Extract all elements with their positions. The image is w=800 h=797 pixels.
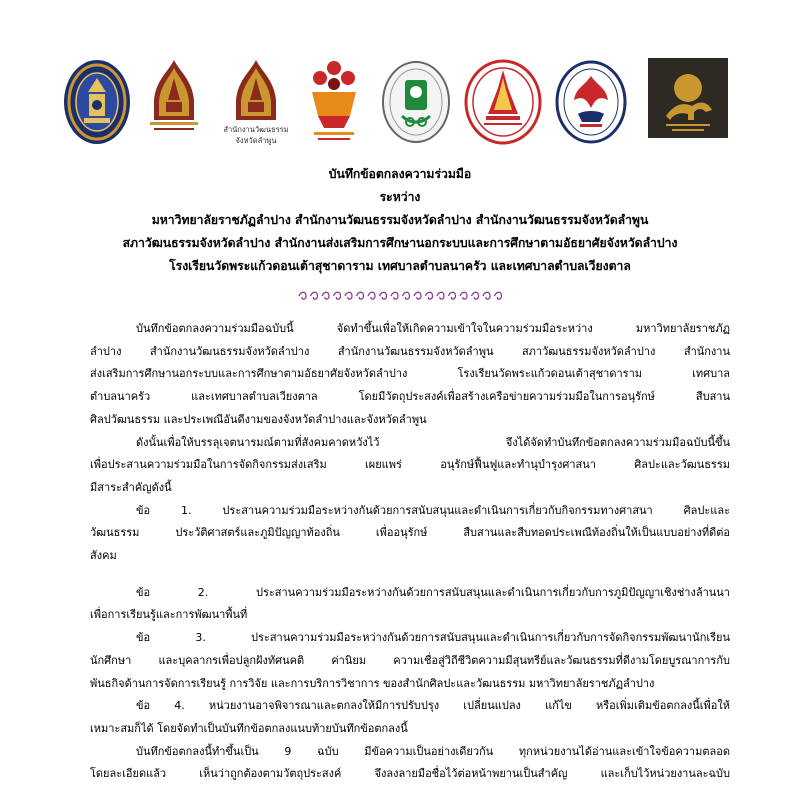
body-line: เพื่อการเรียนรู้และการพัฒนาพื้นที่ xyxy=(90,608,248,622)
body-line: ศิลปวัฒนธรรม และประเพณีอันดีงามของจังหวัดลำปางและจังหวัดลำพูน xyxy=(90,412,427,426)
wiang-tan-municipality-emblem xyxy=(648,58,728,138)
ornament-swirl xyxy=(403,292,410,299)
body-line: ข้อ 1. ประสานความร่วมมือระหว่างกันด้วยการสนับสนุนและดำเนินการเกี่ยวกับกิจกรรมทางศาสนา ศิลปะและ xyxy=(136,503,730,517)
document-party-line: โรงเรียนวัดพระแก้วดอนเต้าสุชาดาราม เทศบาลตำบลนาครัว และเทศบาลตำบลเวียงตาล xyxy=(169,259,631,273)
body-line: วัฒนธรรม ประวัติศาสตร์และภูมิปัญญาท้องถิ่น เพื่ออนุรักษ์ สืบสานและสืบทอดประเพณีท้องถิ่นให้เป็นแบบอย่างที่ดีต่อ xyxy=(90,526,730,540)
ornament-swirl xyxy=(368,292,375,299)
body-line: นักศึกษา และบุคลากรเพื่อปลูกฝังทัศนคติ ค่านิยม ความเชื่อสู่วิถีชีวิตความมีสุนทรีย์และวัฒนธรรมที่ดีงามโดยบูรณาการกับ xyxy=(90,653,730,667)
body-line: พันธกิจด้านการจัดการเรียนรู้ การวิจัย และการบริการวิชาการ ของสำนักศิลปะและวัฒนธรรม มหาวิทยาลัยราชภัฏลำปาง xyxy=(90,676,655,690)
body-line: ข้อ 3. ประสานความร่วมมือระหว่างกันด้วยการสนับสนุนและดำเนินการเกี่ยวกับการจัดกิจกรรมพัฒนานักเรียน xyxy=(136,631,730,645)
body-line: บันทึกข้อตกลงนี้ทำขึ้นเป็น 9 ฉบับ มีข้อความเป็นอย่างเดียวกัน ทุกหน่วยงานได้อ่านและเข้าใจข้อความตลอด xyxy=(136,744,730,758)
ornament-swirl xyxy=(495,292,502,299)
ornament-swirl xyxy=(460,292,467,299)
body-line: ข้อ 4. หน่วยงานอาจพิจารณาและตกลงให้มีการปรับปรุง เปลี่ยนแปลง แก้ไข หรือเพิ่มเติมข้อตกลงนี้เพื่อให้ xyxy=(136,699,730,713)
ornament-swirl xyxy=(449,292,456,299)
ornament-swirl xyxy=(437,292,444,299)
ornament-divider xyxy=(293,288,507,302)
lamphun-culture-office-caption: สำนักงานวัฒนธรรม จังหวัดลำพูน xyxy=(223,125,289,145)
logo-strip xyxy=(62,58,742,148)
body-line: ดังนั้นเพื่อให้บรรลุเจตนารมณ์ตามที่สังคมคาดหวังไว้ จึงได้จัดทำบันทึกข้อตกลงความร่วมมือฉบับนี้ขึ้น xyxy=(136,435,730,449)
ornament-swirl xyxy=(322,292,329,299)
body-line: โดยละเอียดแล้ว เห็นว่าถูกต้องตามวัตถุประสงค์ จึงลงลายมือชื่อไว้ต่อหน้าพยานเป็นสำคัญ และเก็บไว้หน่วยงานละฉบับ xyxy=(90,767,730,781)
ornament-swirl xyxy=(334,292,341,299)
document-heading xyxy=(0,163,800,278)
na-khrua-municipality-emblem xyxy=(554,58,628,146)
ornament-swirl xyxy=(345,292,352,299)
lamphun-culture-office-emblem xyxy=(220,58,292,145)
lampang-culture-office-emblem xyxy=(150,58,198,138)
lampang-culture-council-emblem xyxy=(304,58,364,146)
ornament-swirl xyxy=(391,292,398,299)
ornament-swirl xyxy=(299,292,306,299)
ornament-swirl xyxy=(472,292,479,299)
body-line: สังคม xyxy=(90,549,117,563)
ornament-swirl xyxy=(357,292,364,299)
body-line: ข้อ 2. ประสานความร่วมมือระหว่างกันด้วยการสนับสนุนและดำเนินการเกี่ยวกับการภูมิปัญญาเชิงช่างล้านนา xyxy=(136,585,730,599)
body-line: เพื่อประสานความร่วมมือในการจัดกิจกรรมส่งเสริม เผยแพร่ อนุรักษ์ฟื้นฟูและทำนุบำรุงศาสนา ศิลปะและวัฒนธรรม xyxy=(90,458,730,472)
document-party-line: สภาวัฒนธรรมจังหวัดลำปาง สำนักงานส่งเสริมการศึกษานอกระบบและการศึกษาตามอัธยาศัยจังหวัดลำปาง xyxy=(122,236,678,250)
body-line: มีสาระสำคัญดังนี้ xyxy=(90,480,172,494)
body-line: ลำปาง สำนักงานวัฒนธรรมจังหวัดลำปาง สำนักงานวัฒนธรรมจังหวัดลำพูน สภาวัฒนธรรมจังหวัดลำปาง สำนักงาน xyxy=(90,344,730,358)
body-line: บันทึกข้อตกลงความร่วมมือฉบับนี้ จัดทำขึ้นเพื่อให้เกิดความเข้าใจในความร่วมมือระหว่าง มหาวิทยาลัยราชภัฏ xyxy=(136,322,730,335)
lampang-nfe-office-emblem xyxy=(380,58,452,146)
document-party-line: มหาวิทยาลัยราชภัฏลำปาง สำนักงานวัฒนธรรมจังหวัดลำปาง สำนักงานวัฒนธรรมจังหวัดลำพูน xyxy=(151,213,649,227)
agreement-body xyxy=(90,318,730,786)
document-between: ระหว่าง xyxy=(379,190,421,204)
lampang-rajabhat-university-seal xyxy=(62,58,132,146)
body-line: ตำบลนาครัว และเทศบาลตำบลเวียงตาล โดยมีวัตถุประสงค์เพื่อสร้างเครือข่ายความร่วมมือในการอนุรักษ์ สืบสาน xyxy=(90,390,730,404)
ornament-swirl xyxy=(414,292,421,299)
ornament-swirl xyxy=(426,292,433,299)
ornament-swirl xyxy=(311,292,318,299)
body-line: เหมาะสมก็ได้ โดยจัดทำเป็นบันทึกข้อตกลงแนบท้ายบันทึกข้อตกลงนี้ xyxy=(90,721,408,735)
paragraph-gap xyxy=(90,568,730,582)
wat-phra-kaeo-school-emblem xyxy=(464,58,542,146)
body-line: ส่งเสริมการศึกษานอกระบบและการศึกษาตามอัธยาศัยจังหวัดลำปาง โรงเรียนวัดพระแก้วดอนเต้าสุชาดาราม เทศบาล xyxy=(90,367,730,381)
ornament-swirl xyxy=(380,292,387,299)
ornament-swirl xyxy=(483,292,490,299)
document-title: บันทึกข้อตกลงความร่วมมือ xyxy=(328,167,472,181)
